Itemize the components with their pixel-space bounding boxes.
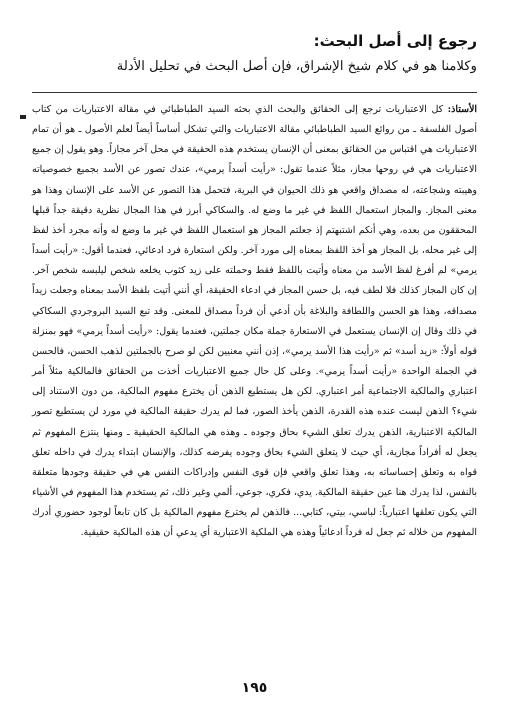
page-number: ١٩٥ <box>241 680 268 696</box>
separator-rule <box>32 92 477 93</box>
bullet-marker <box>20 115 26 119</box>
speaker-label: الأستاذ: <box>447 104 477 115</box>
intro-line: وكلامنا هو في كلام شيخ الإشراق، فإن أصل البحث في تحليل الأدلة <box>116 59 477 74</box>
section-heading: رجوع إلى أصل البحث: <box>313 32 477 50</box>
body-text: كل الاعتباريات ترجع إلى الحقائق والبحث الذي بحثه السيد الطباطبائي في مقالة الاعتباريات من كتاب أصول الفلسفة ـ من روائع السيد الطباطبائي مقالة الاعتباريات والتي تشكل أساساً أيضاً لعلم الأصول ـ هو أن تمام الاعتباريات هي اقتباس من الحقائق بمعنى أن الإنسان يستخدم هذه الحقيقة في محل آخر مجازاً. وهو يقول إن جميع الاعتباريات هي في روحها مجاز، مثلاً عندما تقول: «رأيت أسداً يرمي»، عندك تصور عن الأسد بجميع خصوصياته وهيبته وشجاعته، له مصداق واقعي هو ذلك الحيوان في البرية، فتحمل هذا التصور عن الأسد على الإنسان وهذا هو معنى المجاز. والمجاز استعمال اللفظ في غير ما وضع له. والسكاكي أبرز في هذا المجال نظرية دقيقة جداً قبلها المحققون من بعده، وهي أنكم اشتبهتم إذ جعلتم المجاز هو استعمال اللفظ في غير ما وضع له وأنه مجرد أخذ لفظ إلى غير محله، بل المجاز هو أخذ اللفظ بمعناه إلى مورد آخر. ولكن استعارة فرد ادعائي، فعندما أقول: «رأيت أسداً يرمي» لم أفرغ لفظ الأسد من معناه وأتيت باللفظ فقط وحملته على زيد كثوب يخلعه شخص ليلبسه شخص آخر. إن كان المجاز كذلك فلا لطف فيه، بل حسن المجاز في ادعاء الحقيقة، أي أنني أتيت بلفظ الأسد بمعناه وجعلت زيداً مصداقه، وهذا هو الحسن واللطافة والبلاغة بأن أدعي أن فرداً مصداق للمعنى. وقد تبع السيد البروجردي السكاكي في ذلك وقال إن الإنسان يستعمل في الاستعارة جملة مكان جملتين، فعندما يقول: «رأيت أسداً يرمي» فهو بمنزلة قوله أولاً: «زيد أسد» ثم «رأيت هذا الأسد يرمي»، إذن أنني معنيين لكن لو صرح بالجملتين لذهب الحسن، فالحسن في الجملة الواحدة «رأيت أسداً يرمي». وعلى كل حال جميع الاعتباريات أخذت من الحقائق فالمالكية مثلاً أمر اعتباري والمالكية الاجتماعية أمر اعتباري. لكن هل يستطيع الذهن أن يخترع مفهوم المالكية، من دون الاستناد إلى شيء؟ الذهن ليست عنده هذه القدرة، الذهن يأخذ الصور، فما لم يدرك حقيقة المالكية في مورد لن يستطيع تصور المالكية الاعتبارية، الذهن يدرك تعلق الشيء بحاق وجوده ـ وهذه هي المالكية الحقيقية ـ ومنها ينتزع المفهوم ثم يجعل له أفراداً مجازية، أي حيث لا يتعلق الشيء بحاق وجوده يفرضه كذلك، والإنسان ابتداء يدرك في داخله تعلق قواه به وتعلق إحساساته به، وهذا تعلق واقعي فإن قوى النفس وإدراكات النفس هي في حقيقة وجودها متعلقة بالنفس، لذا يدرك هنا عين حقيقة المالكية. يدي، فكري، جوعي، ألمي وغير ذلك، ثم يستخدم هذا المفهوم في الأشياء التي يكون تعلقها اعتبارياً: لباسي، بيتي، كتابي... فالذهن لم يخترع مفهوم المالكية بل كان تابعاً لوجود حضوري أدرك المفهوم من خلاله ثم جعل له فرداً ادعائياً وهذه هي الملكية الاعتبارية أي يدعي أن هذه المالكية حقيقية. <box>32 104 477 539</box>
body-paragraph <box>32 100 477 543</box>
